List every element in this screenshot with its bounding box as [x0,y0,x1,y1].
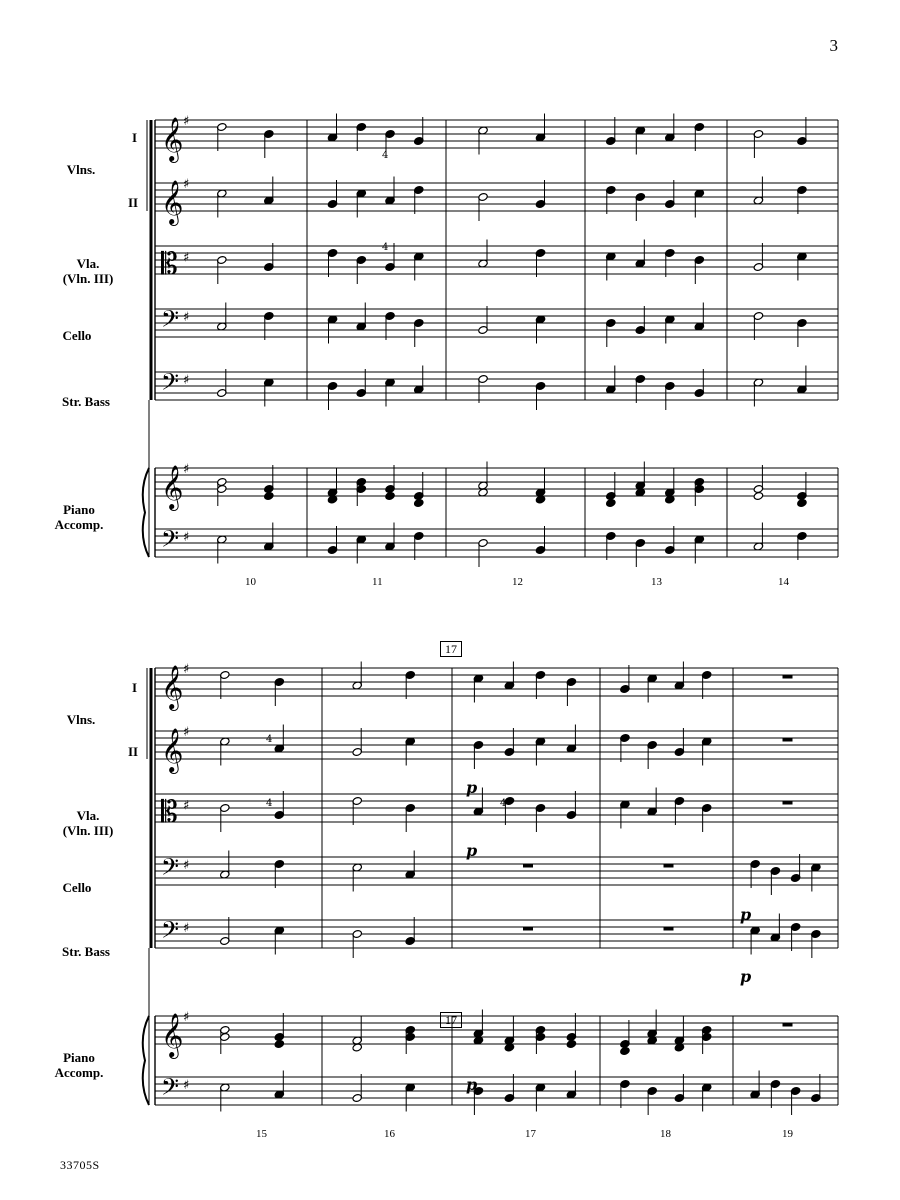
dynamic-piano: p [466,841,478,860]
violin-2-label: II [128,195,139,210]
treble-clef-icon: 𝄞 [161,665,184,709]
sharp-icon: ♯ [183,798,190,814]
sharp-icon: ♯ [183,1078,190,1093]
piano-label: Piano [63,502,95,517]
measure-number: 17 [525,1128,536,1140]
measure-number: 18 [660,1128,671,1140]
rest-icon [523,864,533,868]
sharp-icon: ♯ [183,373,190,388]
bass-clef-icon: 𝄢 [161,1073,180,1106]
rest-icon [664,864,674,868]
sharp-icon: ♯ [183,858,190,873]
alto-clef-icon: 𝄡 [161,247,178,282]
fingering-number: 4 [266,798,273,809]
rest-icon [523,927,533,931]
note-head [264,491,274,500]
treble-clef-icon: 𝄞 [161,117,184,161]
treble-clef-icon: 𝄞 [161,728,184,772]
measure-number: 13 [651,576,662,588]
rest-icon [783,801,793,805]
sharp-icon: ♯ [183,921,190,936]
sharp-icon: ♯ [183,662,190,677]
bass-clef-icon: 𝄢 [161,525,180,558]
sharp-icon: ♯ [183,177,190,192]
sharp-icon: ♯ [183,530,190,545]
viola-label: Vla. [76,256,100,271]
cello-label: Cello [62,880,92,895]
bass-clef-icon: 𝄢 [161,368,180,401]
rehearsal-mark: 17 [440,641,462,657]
dynamic-piano: p [740,905,752,924]
note-head [753,491,763,500]
rest-icon [783,738,793,742]
dynamic-piano: p [466,1075,478,1094]
measure-number: 11 [372,576,383,588]
treble-clef-icon: 𝄞 [161,465,184,509]
violins-label: Vlns. [66,162,96,177]
note-head [797,498,807,507]
viola-sub-label: (Vln. III) [62,823,114,838]
fingering-number: 4 [382,242,389,253]
violins-label: Vlns. [66,712,96,727]
sharp-icon: ♯ [183,114,190,129]
viola-sub-label: (Vln. III) [62,271,114,286]
violin-1-label: I [132,130,138,145]
sharp-icon: ♯ [183,1010,190,1025]
cello-label: Cello [62,328,92,343]
bass-label: Str. Bass [62,394,110,409]
treble-clef-icon: 𝄞 [161,1013,184,1057]
rest-icon [783,1023,793,1027]
page-number: 3 [829,36,838,55]
dynamic-piano: p [740,967,752,986]
brace-icon [143,468,149,557]
measure-number: 10 [245,576,256,588]
dynamic-piano: p [466,778,478,797]
catalog-number: 33705S [60,1158,100,1172]
measure-number: 16 [384,1128,395,1140]
violin-2-label: II [128,744,139,759]
note-head [274,1039,284,1048]
fingering-number: 4 [500,798,507,809]
sharp-icon: ♯ [183,462,190,477]
measure-number: 14 [778,576,789,588]
bass-label: Str. Bass [62,944,110,959]
sharp-icon: ♯ [183,725,190,740]
sharp-icon: ♯ [183,310,190,325]
note-head [606,498,616,507]
brace-icon [143,1016,149,1105]
alto-clef-icon: 𝄡 [161,795,178,830]
note-head [566,1039,576,1048]
rehearsal-mark: 17 [440,1012,462,1028]
piano-sub-label: Accomp. [54,1065,104,1080]
piano-sub-label: Accomp. [54,517,104,532]
bass-clef-icon: 𝄢 [161,853,180,886]
rest-icon [664,927,674,931]
piano-label: Piano [63,1050,95,1065]
rest-icon [783,675,793,679]
measure-number: 15 [256,1128,267,1140]
sharp-icon: ♯ [183,250,190,266]
measure-number: 19 [782,1128,793,1140]
violin-1-label: I [132,680,138,695]
bass-clef-icon: 𝄢 [161,305,180,338]
fingering-number: 4 [266,734,273,745]
bass-clef-icon: 𝄢 [161,916,180,949]
viola-label: Vla. [76,808,100,823]
measure-number: 12 [512,576,523,588]
note-head [385,491,395,500]
note-head [414,498,424,507]
note-head [620,1046,630,1055]
treble-clef-icon: 𝄞 [161,180,184,224]
fingering-number: 4 [382,150,389,161]
